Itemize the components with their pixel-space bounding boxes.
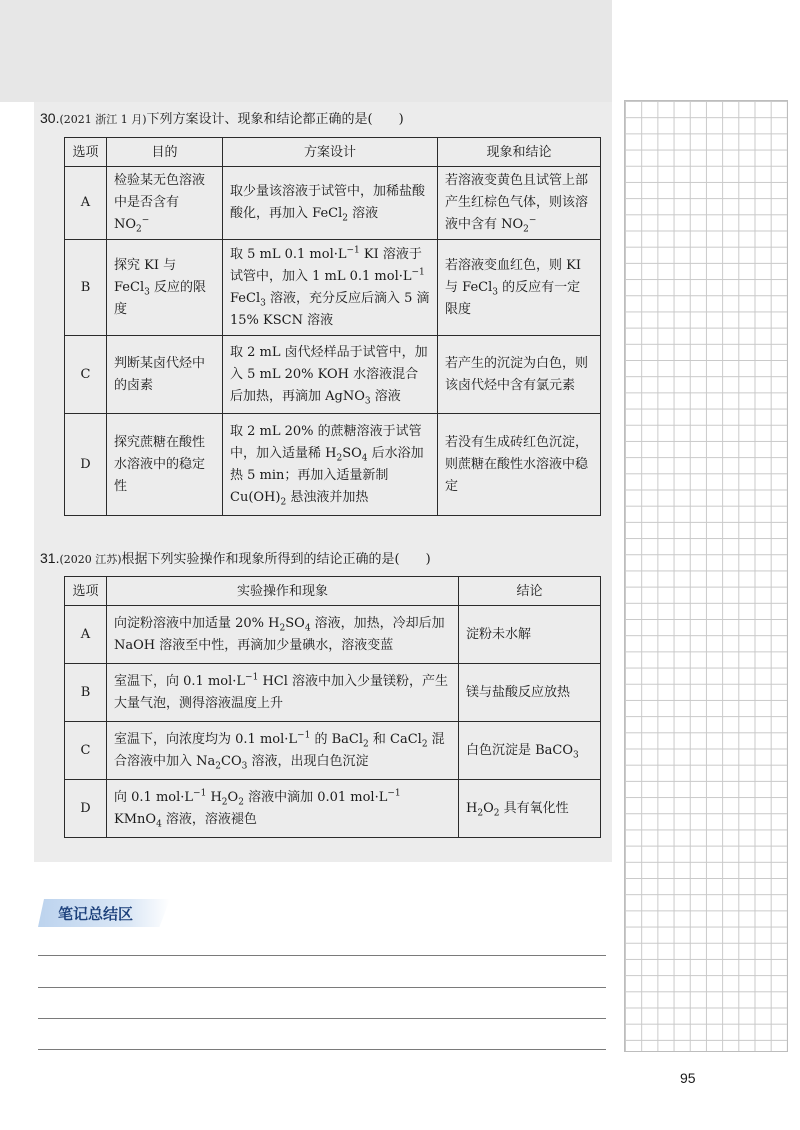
- q31-conclusion-d: $H_2O_2$ 具有氧化性: [459, 780, 601, 838]
- page-number: 95: [680, 1070, 696, 1086]
- q30-conclusion-d: 若没有生成砖红色沉淀，则蔗糖在酸性水溶液中稳定: [438, 414, 601, 516]
- q30-header-option: 选项: [65, 138, 107, 167]
- q30-header-purpose: 目的: [107, 138, 223, 167]
- q30-conclusion-c: 若产生的沉淀为白色，则该卤代烃中含有氯元素: [438, 336, 601, 414]
- q30-design-c: 取 2 mL 卤代烃样品于试管中，加入 5 mL 20% KOH 水溶液混合后加热，再滴加 AgNO$_3$ 溶液: [223, 336, 438, 414]
- q31-option-c: C: [65, 722, 107, 780]
- q30-purpose-a: 检验某无色溶液中是否含有 $NO_2^-$: [107, 167, 223, 240]
- table-row: [65, 664, 601, 722]
- q31-source: (2020 江苏): [59, 553, 122, 566]
- q30-table: [64, 137, 601, 516]
- q31-header-conclusion: 结论: [459, 577, 601, 606]
- q31-conclusion-c: 白色沉淀是 BaCO$_3$: [459, 722, 601, 780]
- table-row: [65, 606, 601, 664]
- top-margin-shade: [0, 0, 612, 102]
- q31-conclusion-a: 淀粉未水解: [459, 606, 601, 664]
- table-row: [65, 780, 601, 838]
- q30-number: 30.: [40, 110, 60, 126]
- q30-option-d: D: [65, 414, 107, 516]
- q30-conclusion-a: 若溶液变黄色且试管上部产生红棕色气体，则该溶液中含有 $NO_2^-$: [438, 167, 601, 240]
- q30-option-b: B: [65, 240, 107, 336]
- q30-stem: 下列方案设计、现象和结论都正确的是( ): [146, 112, 404, 127]
- q31-operation-b: 室温下，向 0.1 $mol\cdot L^{-1}$ HCl 溶液中加入少量镁粉，产生大量气泡，测得溶液温度上升: [107, 664, 459, 722]
- q30-purpose-d: 探究蔗糖在酸性水溶液中的稳定性: [107, 414, 223, 516]
- q30-title: [40, 110, 404, 128]
- q30-design-d: 取 2 mL 20% 的蔗糖溶液于试管中，加入适量稀 $H_2SO_4$ 后水浴加热 5 min；再加入适量新制 $Cu(OH)_2$ 悬浊液并加热: [223, 414, 438, 516]
- q31-number: 31.: [40, 550, 60, 566]
- q30-option-a: A: [65, 167, 107, 240]
- q30-header-conclusion: 现象和结论: [438, 138, 601, 167]
- q31-option-b: B: [65, 664, 107, 722]
- notes-line: [38, 1049, 606, 1050]
- table-row: [65, 167, 601, 240]
- scratch-grid: [624, 100, 788, 1052]
- table-row: [65, 414, 601, 516]
- table-row: [65, 336, 601, 414]
- table-row: [65, 722, 601, 780]
- q30-design-a: 取少量该溶液于试管中，加稀盐酸酸化，再加入 FeCl$_2$ 溶液: [223, 167, 438, 240]
- notes-header: [38, 899, 170, 927]
- q31-conclusion-b: 镁与盐酸反应放热: [459, 664, 601, 722]
- notes-title: 笔记总结区: [58, 905, 134, 923]
- q30-header-row: [65, 138, 601, 167]
- notes-line: [38, 955, 606, 956]
- q31-title: [40, 550, 431, 568]
- q30-conclusion-b: 若溶液变血红色，则 KI 与 FeCl$_3$ 的反应有一定限度: [438, 240, 601, 336]
- q31-operation-d: 向 0.1 $mol\cdot L^{-1}$ $H_2O_2$ 溶液中滴加 0.01 $mol\cdot L^{-1}$ KMnO$_4$ 溶液，溶液褪色: [107, 780, 459, 838]
- notes-line: [38, 987, 606, 988]
- notes-line: [38, 1018, 606, 1019]
- q31-header-operation: 实验操作和现象: [107, 577, 459, 606]
- q30-design-b: 取 5 mL 0.1 $mol\cdot L^{-1}$ KI 溶液于试管中，加入 1 mL 0.1 $mol\cdot L^{-1}$ FeCl$_3$ 溶液，充分反应后滴入 5 滴 15% KSCN 溶液: [223, 240, 438, 336]
- q31-operation-c: 室温下，向浓度均为 0.1 $mol\cdot L^{-1}$ 的 BaCl$_2$ 和 CaCl$_2$ 混合溶液中加入 $Na_2CO_3$ 溶液，出现白色沉淀: [107, 722, 459, 780]
- table-row: [65, 240, 601, 336]
- q31-stem: 根据下列实验操作和现象所得到的结论正确的是( ): [121, 552, 431, 567]
- q30-option-c: C: [65, 336, 107, 414]
- q31-table: [64, 576, 601, 838]
- q31-operation-a: 向淀粉溶液中加适量 20% $H_2SO_4$ 溶液，加热，冷却后加 NaOH 溶液至中性，再滴加少量碘水，溶液变蓝: [107, 606, 459, 664]
- q30-purpose-c: 判断某卤代烃中的卤素: [107, 336, 223, 414]
- q30-header-design: 方案设计: [223, 138, 438, 167]
- q31-header-row: [65, 577, 601, 606]
- q31-header-option: 选项: [65, 577, 107, 606]
- q31-option-a: A: [65, 606, 107, 664]
- q30-purpose-b: 探究 KI 与 FeCl$_3$ 反应的限度: [107, 240, 223, 336]
- q30-source: (2021 浙江 1 月): [59, 113, 147, 126]
- q31-option-d: D: [65, 780, 107, 838]
